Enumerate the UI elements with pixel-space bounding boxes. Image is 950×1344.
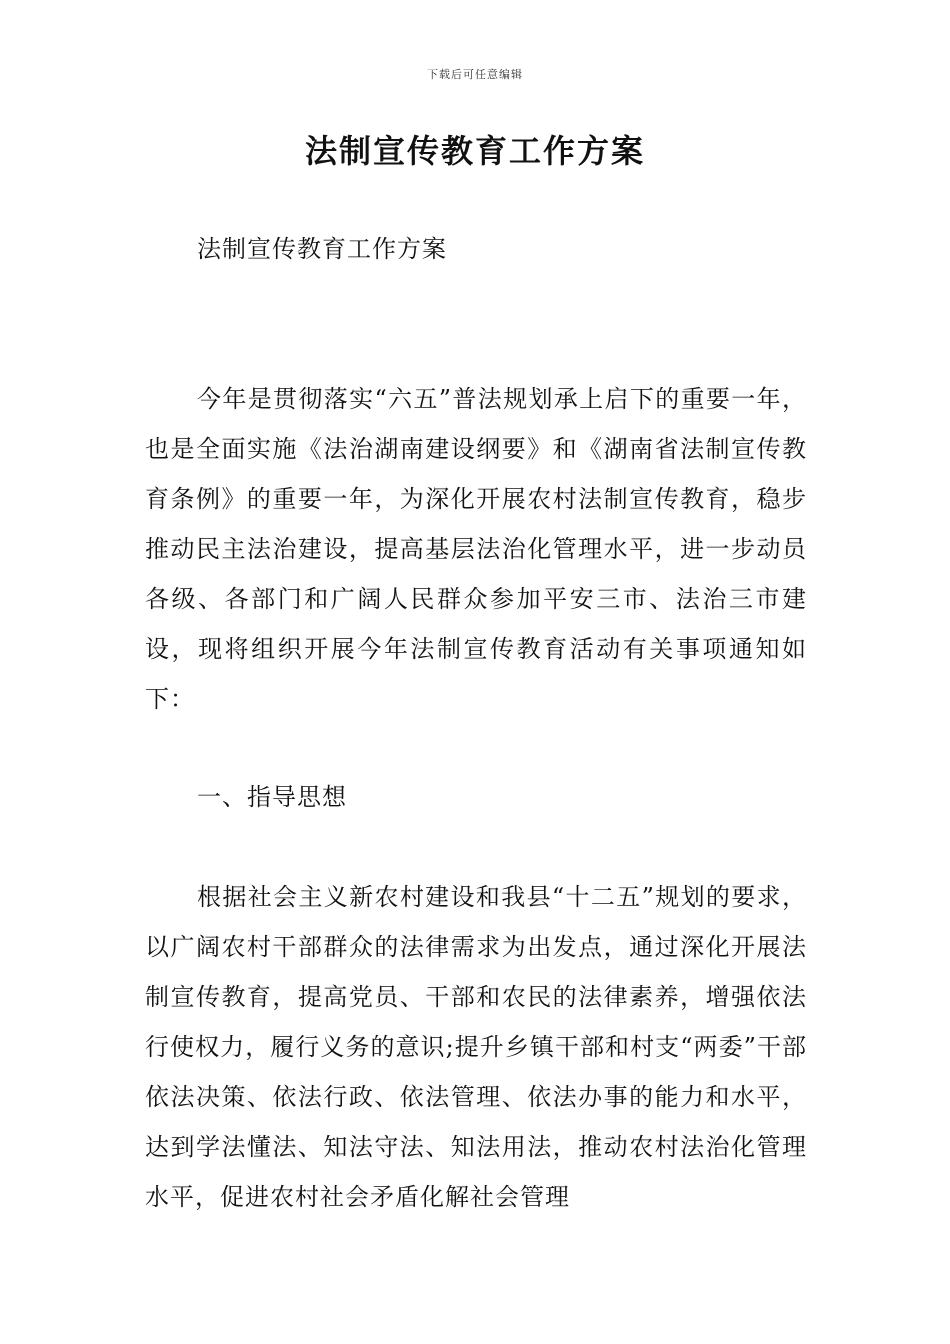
section-heading-guiding-ideology: 一、指导思想 <box>197 783 347 811</box>
header-note: 下载后可任意编辑 <box>427 68 523 81</box>
document-title: 法制宣传教育工作方案 <box>304 132 645 170</box>
intro-paragraph: 今年是贯彻落实“六五”普法规划承上启下的重要一年，也是全面实施《法治湖南建设纲要》和《湖南省法制宣传教育条例》的重要一年，为深化开展农村法制宣传教育，稳步推动民主法治建设，提高基层法治化管理水平，进一步动员各级、各部门和广阔人民群众参加平安三市、法治三市建设，现将组织开展今年法制宣传教育活动有关事项通知如下： <box>145 385 807 713</box>
guiding-ideology-paragraph: 根据社会主义新农村建设和我县“十二五”规划的要求，以广阔农村干部群众的法律需求为出发点，通过深化开展法制宣传教育，提高党员、干部和农民的法律素养，增强依法行使权力，履行义务的意识;提升乡镇干部和村支“两委”干部依法决策、依法行政、依法管理、依法办事的能力和水平，达到学法懂法、知法守法、知法用法，推动农村法治化管理水平，促进农村社会矛盾化解社会管理 <box>145 883 807 1211</box>
document-subtitle: 法制宣传教育工作方案 <box>197 235 447 263</box>
